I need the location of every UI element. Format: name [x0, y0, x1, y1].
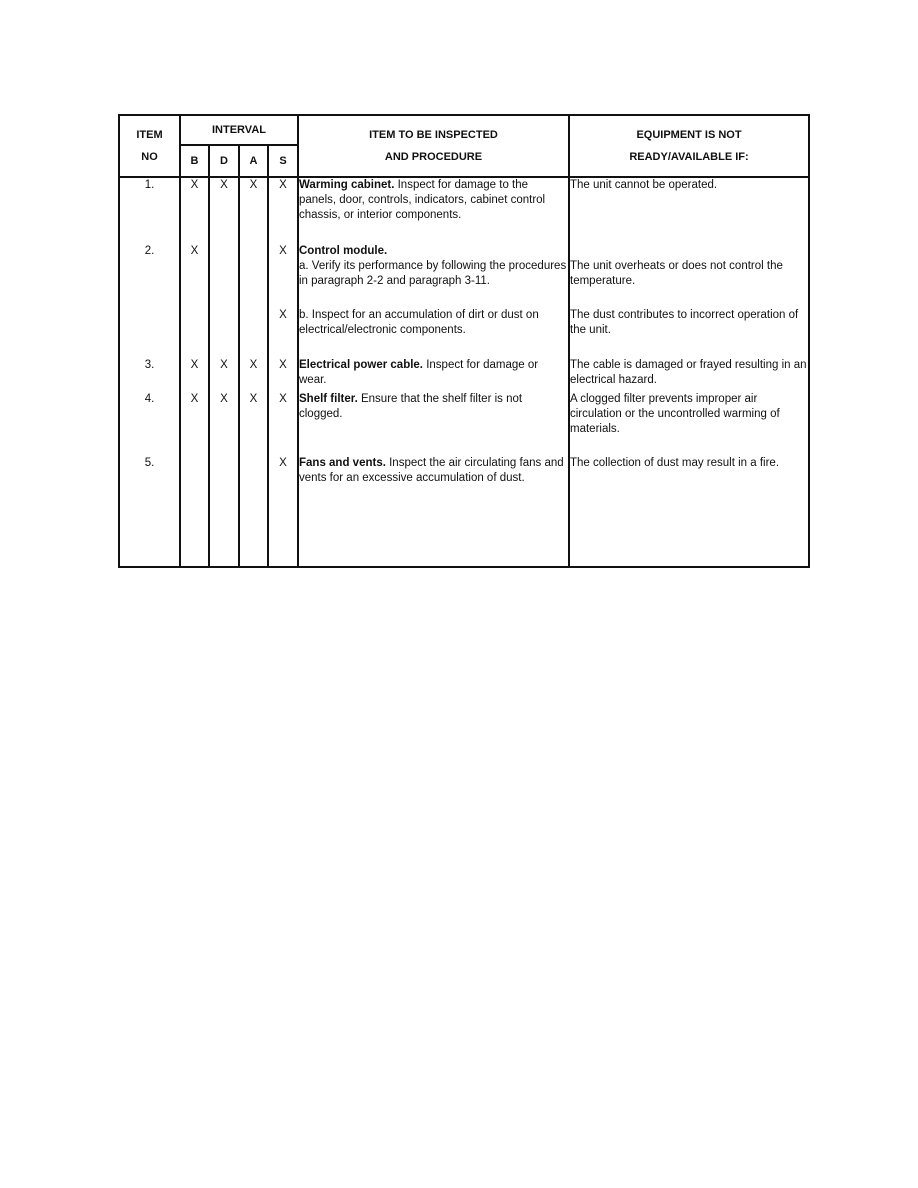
equipment-not-ready-header: EQUIPMENT IS NOT READY/AVAILABLE IF:: [569, 115, 809, 177]
interval-d-mark: [209, 456, 239, 567]
interval-d-mark: [209, 244, 239, 308]
item-title: Warming cabinet.: [299, 179, 395, 191]
procedure-text: b. Inspect for an accumulation of dirt or dust on electrical/electronic components.: [299, 309, 539, 336]
interval-s-header: S: [268, 145, 298, 177]
interval-s-mark: X: [268, 244, 298, 308]
table-row: [119, 392, 809, 456]
item-title: Control module.: [299, 245, 388, 257]
procedure-cell: [298, 358, 569, 392]
item-title: Shelf filter.: [299, 393, 358, 405]
interval-a-mark: [239, 456, 268, 567]
interval-b-mark: X: [180, 358, 209, 392]
not-ready-condition: The dust contributes to incorrect operation of the unit.: [569, 308, 809, 358]
interval-a-header: A: [239, 145, 268, 177]
pmcs-table: [118, 114, 810, 568]
procedure-cell: [298, 392, 569, 456]
item-title: Electrical power cable.: [299, 359, 424, 371]
item-title: Fans and vents.: [299, 457, 386, 469]
procedure-text: a. Verify its performance by following the procedures in paragraph 2-2 and paragraph 3-11.: [299, 260, 567, 287]
interval-b-mark: X: [180, 177, 209, 244]
item-number: 3.: [119, 358, 180, 392]
procedure-cell: [298, 177, 569, 244]
interval-d-mark: X: [209, 358, 239, 392]
not-ready-condition: [569, 244, 809, 308]
procedure-text: Inspect for damage to the panels, door, controls, indicators, cabinet control chassis, or interior components.: [299, 179, 546, 221]
interval-d-header: D: [209, 145, 239, 177]
interval-header: INTERVAL: [180, 115, 298, 145]
interval-b-mark: [180, 308, 209, 358]
interval-b-mark: X: [180, 244, 209, 308]
interval-s-mark: X: [268, 392, 298, 456]
interval-a-mark: X: [239, 392, 268, 456]
interval-s-mark: X: [268, 308, 298, 358]
not-ready-condition: The collection of dust may result in a fire.: [569, 456, 809, 567]
item-number: [119, 308, 180, 358]
interval-s-mark: X: [268, 358, 298, 392]
table-row: [119, 358, 809, 392]
procedure-cell: [298, 308, 569, 358]
table-row: [119, 177, 809, 244]
item-number: 5.: [119, 456, 180, 567]
interval-d-mark: X: [209, 177, 239, 244]
interval-b-header: B: [180, 145, 209, 177]
not-ready-condition: The cable is damaged or frayed resulting in an electrical hazard.: [569, 358, 809, 392]
procedure-cell: [298, 244, 569, 308]
interval-d-mark: [209, 308, 239, 358]
procedure-text: Ensure that the shelf filter is not clogged.: [299, 393, 523, 420]
interval-a-mark: X: [239, 358, 268, 392]
interval-a-mark: [239, 244, 268, 308]
interval-s-mark: X: [268, 456, 298, 567]
not-ready-condition: A clogged filter prevents improper air circulation or the uncontrolled warming of materials.: [569, 392, 809, 456]
item-no-header: ITEM NO: [119, 115, 180, 177]
item-number: 1.: [119, 177, 180, 244]
item-number: 2.: [119, 244, 180, 308]
procedure-text: Inspect the air circulating fans and vents for an excessive accumulation of dust.: [299, 457, 564, 484]
interval-a-mark: [239, 308, 268, 358]
not-ready-text: The unit overheats or does not control the temperature.: [570, 260, 783, 287]
table-row: [119, 244, 809, 308]
item-to-be-inspected-header: ITEM TO BE INSPECTED AND PROCEDURE: [298, 115, 569, 177]
interval-b-mark: [180, 456, 209, 567]
interval-b-mark: X: [180, 392, 209, 456]
table-row: [119, 308, 809, 358]
procedure-cell: [298, 456, 569, 567]
interval-d-mark: X: [209, 392, 239, 456]
not-ready-condition: The unit cannot be operated.: [569, 177, 809, 244]
item-number: 4.: [119, 392, 180, 456]
interval-s-mark: X: [268, 177, 298, 244]
table-row: [119, 456, 809, 567]
procedure-text: Inspect for damage or wear.: [299, 359, 539, 386]
interval-a-mark: X: [239, 177, 268, 244]
